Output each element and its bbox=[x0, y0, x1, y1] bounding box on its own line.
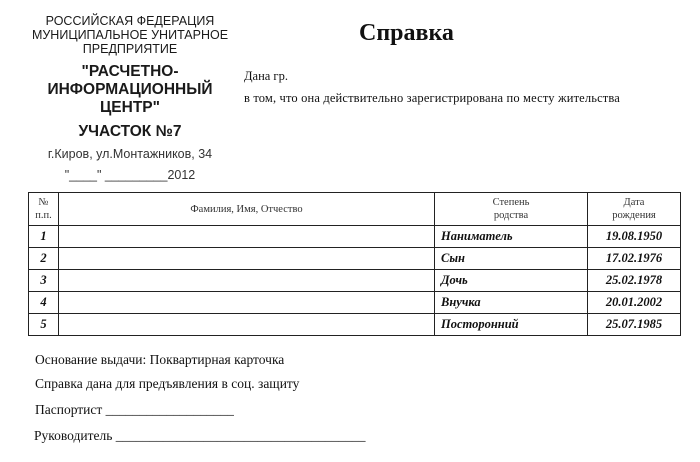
org-type-line-1: МУНИЦИПАЛЬНОЕ УНИТАРНОЕ bbox=[31, 28, 229, 42]
org-name-line-1: "РАСЧЕТНО- bbox=[81, 63, 179, 80]
cell-num: 4 bbox=[29, 292, 59, 314]
cell-fio bbox=[59, 270, 435, 292]
header-num: № п.п. bbox=[29, 193, 59, 226]
cell-num: 2 bbox=[29, 248, 59, 270]
head-signature bbox=[34, 428, 366, 444]
org-country: РОССИЙСКАЯ ФЕДЕРАЦИЯ bbox=[45, 14, 215, 28]
org-name-line-2: ИНФОРМАЦИОННЫЙ bbox=[47, 81, 213, 98]
table-header-row bbox=[29, 193, 681, 226]
table-row bbox=[29, 292, 681, 314]
cell-num: 3 bbox=[29, 270, 59, 292]
residents-table bbox=[28, 192, 681, 336]
cell-relation: Дочь bbox=[435, 270, 588, 292]
issuance-purpose: Справка дана для предъявления в соц. защиту bbox=[35, 376, 300, 391]
document-title: Справка bbox=[359, 20, 454, 46]
registration-statement: в том, что она действительно зарегистрирована по месту жительства bbox=[244, 91, 621, 105]
org-section: УЧАСТОК №7 bbox=[78, 123, 182, 140]
cell-fio bbox=[59, 292, 435, 314]
table-row bbox=[29, 248, 681, 270]
organization-header bbox=[20, 14, 240, 182]
cell-relation: Сын bbox=[435, 248, 588, 270]
cell-relation: Посторонний bbox=[435, 314, 588, 336]
issue-date-line: "____" _________2012 bbox=[64, 168, 196, 182]
org-name-line-3: ЦЕНТР" bbox=[99, 99, 160, 116]
cell-num: 1 bbox=[29, 226, 59, 248]
cell-relation: Внучка bbox=[435, 292, 588, 314]
org-address: г.Киров, ул.Монтажников, 34 bbox=[47, 147, 213, 161]
passport-officer-signature-line: ___________________ bbox=[105, 402, 234, 417]
table-row bbox=[29, 314, 681, 336]
table-row bbox=[29, 270, 681, 292]
cell-relation: Наниматель bbox=[435, 226, 588, 248]
cell-dob: 20.01.2002 bbox=[588, 292, 681, 314]
header-dob: Дата рождения bbox=[588, 193, 681, 226]
issuance-basis: Основание выдачи: Поквартирная карточка bbox=[35, 352, 285, 367]
head-signature-line: _____________________________________ bbox=[115, 428, 366, 443]
cell-num: 5 bbox=[29, 314, 59, 336]
cell-fio bbox=[59, 248, 435, 270]
header-relation: Степень родства bbox=[435, 193, 588, 226]
head-label: Руководитель bbox=[34, 428, 113, 443]
cell-dob: 25.02.1978 bbox=[588, 270, 681, 292]
cell-fio bbox=[59, 226, 435, 248]
table-row bbox=[29, 226, 681, 248]
cell-dob: 19.08.1950 bbox=[588, 226, 681, 248]
header-fio: Фамилия, Имя, Отчество bbox=[59, 193, 435, 226]
cell-fio bbox=[59, 314, 435, 336]
passport-officer-label: Паспортист bbox=[35, 402, 103, 417]
issued-to-line: Дана гр. bbox=[244, 69, 288, 83]
cell-dob: 17.02.1976 bbox=[588, 248, 681, 270]
cell-dob: 25.07.1985 bbox=[588, 314, 681, 336]
org-type-line-2: ПРЕДПРИЯТИЕ bbox=[82, 42, 178, 56]
passport-officer-signature bbox=[35, 402, 234, 418]
